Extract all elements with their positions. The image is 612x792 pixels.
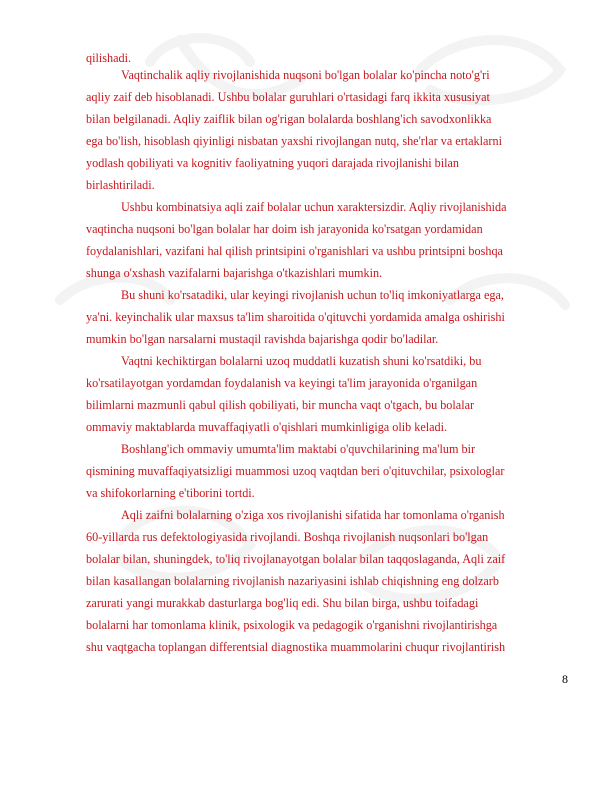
text-line: qilishadi. [86,51,132,65]
text-line: Vaqtni kechiktirgan bolalarni uzoq muddatli kuzatish shuni ko'rsatdiki, bu [121,354,482,368]
page-number: 8 [562,672,568,686]
text-line: mumkin bo'lgan narsalarni mustaqil ravishda bajarishga qodir bo'ladilar. [86,332,439,346]
text-line: Bu shuni ko'rsatadiki, ular keyingi rivojlanish uchun to'liq imkoniyatlarga ega, [121,288,504,302]
text-line: ega bo'lish, hisoblash qiyinligi nisbatan yaxshi rivojlangan nutq, she'rlar va ertaklarni [86,134,502,148]
text-line: yodlash qobiliyati va kognitiv faoliyatning yuqori darajada rivojlanishi bilan [86,156,459,170]
text-line: qismining muvaffaqiyatsizligi muammosi uzoq vaqtdan beri o'qituvchilar, psixologlar [86,464,505,478]
text-line: Aqli zaifni bolalarning o'ziga xos rivojlanishi sifatida har tomonlama o'rganish [121,508,505,522]
text-line: aqliy zaif deb hisoblanadi. Ushbu bolalar guruhlari o'rtasidagi farq ikkita xususiyat [86,90,490,104]
text-line: birlashtiriladi. [86,178,155,192]
text-line: shu vaqtgacha toplangan differentsial diagnostika muammolarini chuqur rivojlantirish [86,640,506,654]
text-line: bolalar bilan, shuningdek, to'liq rivojlanayotgan bolalar bilan taqqoslaganda, Aqli zaif [86,552,506,566]
text-line: va shifokorlarning e'tiborini tortdi. [86,486,255,500]
text-line: bolalarni har tomonlama klinik, psixologik va pedagogik o'rganishni rivojlantirishga [86,618,498,632]
text-line: shunga o'xshash vazifalarni bajarishga o'tkazishlari mumkin. [86,266,383,280]
text-line: ya'ni. keyinchalik ular maxsus ta'lim sharoitida o'qituvchi yordamida amalga oshirishi [86,310,505,324]
text-line: bilimlarni mazmunli qabul qilish qobiliyati, bir muncha vaqt o'tgach, bu bolalar [86,398,475,412]
text-line: Vaqtinchalik aqliy rivojlanishida nuqsoni bo'lgan bolalar ko'pincha noto'g'ri [121,68,490,82]
text-line: bilan kasallangan bolalarning rivojlanish nazariyasini ishlab chiqishning eng dolzarb [86,574,499,588]
text-line: Boshlang'ich ommaviy umumta'lim maktabi o'quvchilarining ma'lum bir [121,442,476,456]
text-line: zarurati yangi murakkab dasturlarga bog'liq edi. Shu bilan birga, ushbu toifadagi [86,596,479,610]
text-line: bilan belgilanadi. Aqliy zaiflik bilan og'rigan bolalarda boshlang'ich savodxonlikka [86,112,492,126]
text-line: 60-yillarda rus defektologiyasida rivojlandi. Boshqa rivojlanish nuqsonlari bo'lgan [86,530,489,544]
text-line: ommaviy maktablarda muvaffaqiyatli o'qishlari mumkinligiga olib keladi. [86,420,448,434]
text-line: foydalanishlari, vazifani hal qilish printsipini o'rganishlari va ushbu printsipni boshqa [86,244,503,258]
text-line: Ushbu kombinatsiya aqli zaif bolalar uchun xaraktersizdir. Aqliy rivojlanishida [121,200,507,214]
text-line: vaqtincha nuqsoni bo'lgan bolalar har doim ish jarayonida ko'rsatgan yordamidan [86,222,483,236]
text-line: ko'rsatilayotgan yordamdan foydalanish va keyingi ta'lim jarayonida o'rganilgan [86,376,478,390]
